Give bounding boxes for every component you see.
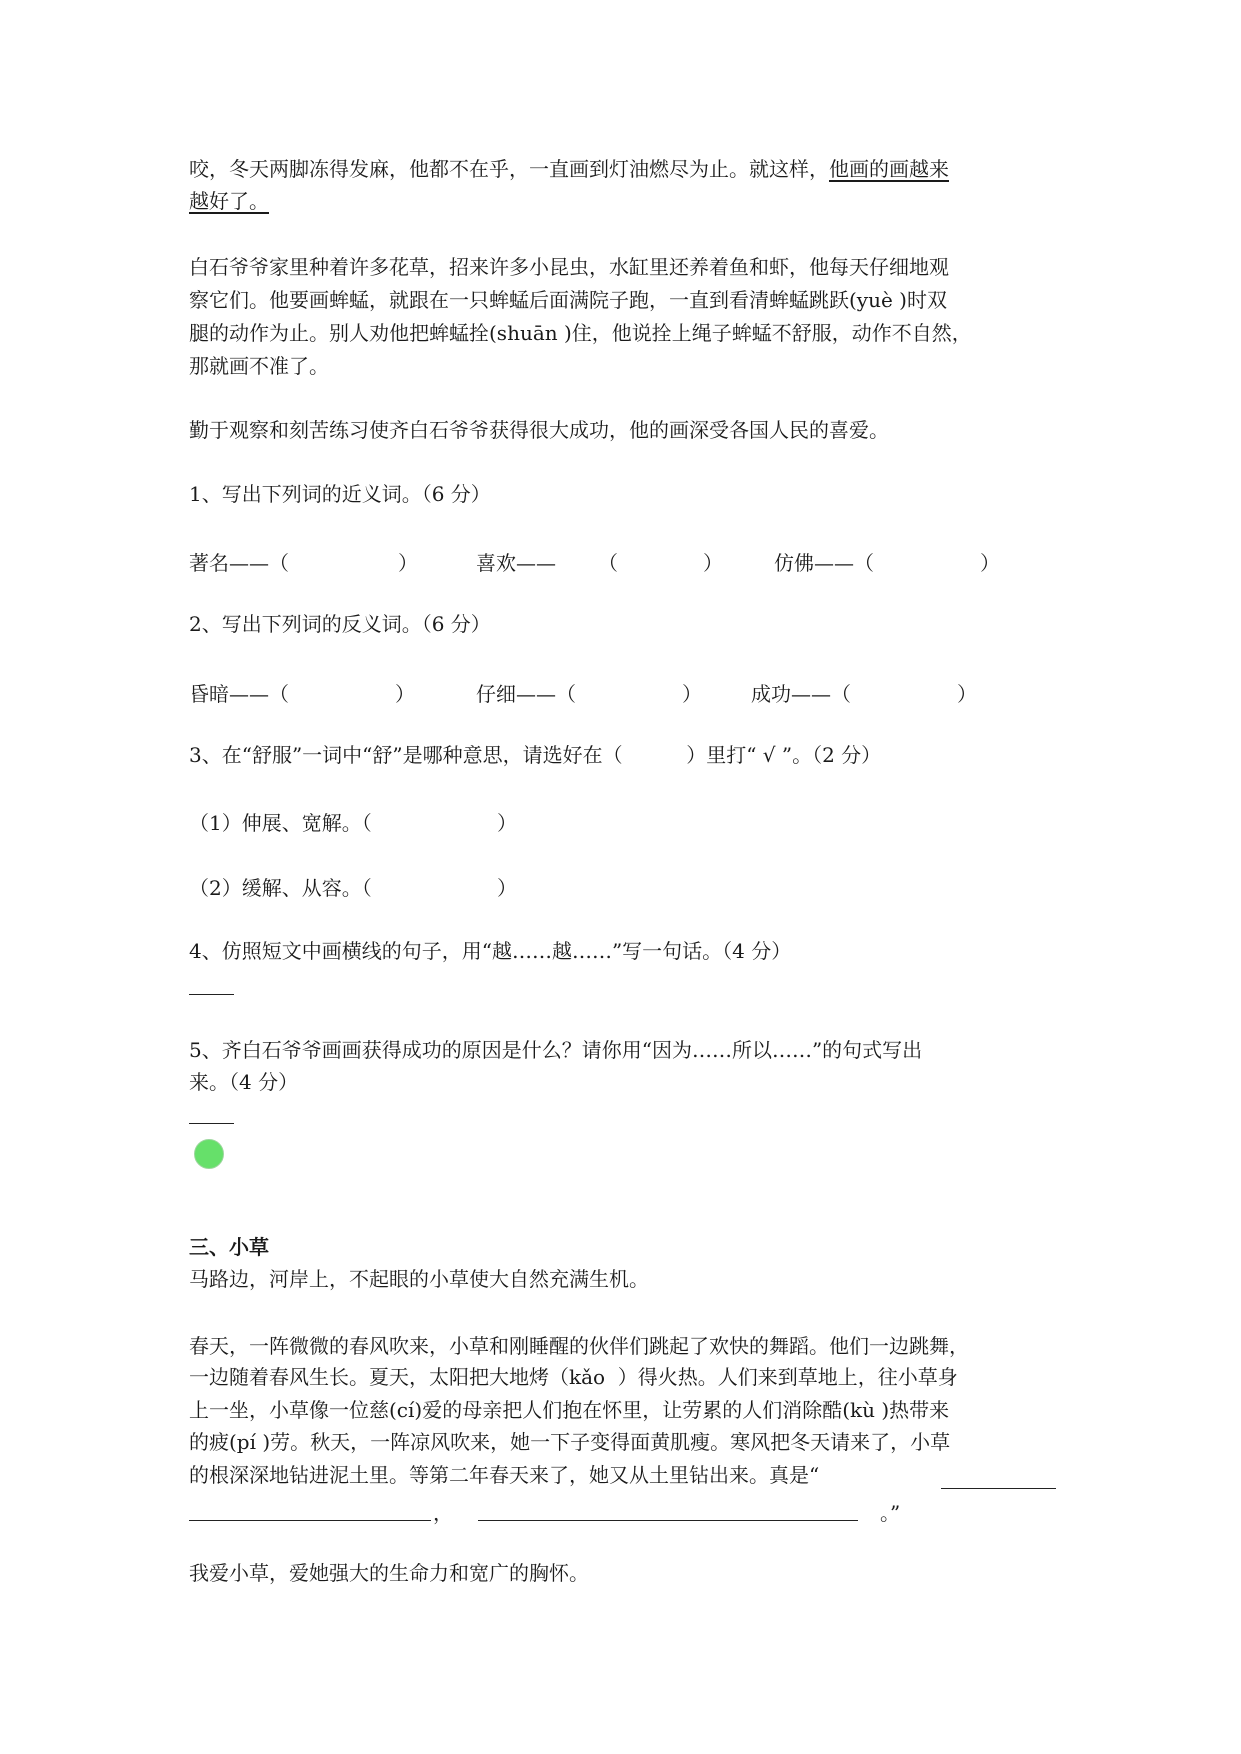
paren: ） (497, 811, 517, 835)
underlined-sentence: 越好了。 (189, 189, 269, 213)
question-3: 3、在“舒服”一词中“舒”是哪种意思，请选好在（ ）里打“ √ ”。（2 分） (189, 743, 882, 767)
closing-quote: 。” (880, 1501, 901, 1525)
underlined-sentence: 他画的画越来 (829, 157, 949, 181)
passage-line: 的疲(pí )劳。秋天，一阵凉风吹来，她一下子变得面黄肌瘦。寒风把冬天请来了，小草 (189, 1430, 951, 1454)
antonym-item: 成功——（ (751, 682, 851, 706)
fill-blank[interactable] (189, 1520, 431, 1521)
option-2: （2）缓解、从容。（ (189, 876, 372, 900)
section-title: 三、小草 (189, 1235, 269, 1259)
comma: ， (433, 1501, 453, 1525)
antonym-item: 仔细——（ (476, 682, 576, 706)
passage-line: 的根深深地钻进泥土里。等第二年春天来了，她又从土里钻出来。真是“ (189, 1463, 820, 1487)
passage-line: 勤于观察和刻苦练习使齐白石爷爷获得很大成功，他的画深受各国人民的喜爱。 (189, 418, 889, 442)
question-1: 1、写出下列词的近义词。（6 分） (189, 482, 491, 506)
synonym-item: 著名——（ (189, 551, 289, 575)
question-2: 2、写出下列词的反义词。（6 分） (189, 612, 491, 636)
paren: ） (703, 551, 723, 575)
paren: （ (598, 551, 618, 575)
paren: ） (980, 551, 1000, 575)
text: 咬，冬天两脚冻得发麻，他都不在乎，一直画到灯油燃尽为止。就这样， (189, 157, 829, 181)
passage-line: 我爱小草，爱她强大的生命力和宽广的胸怀。 (189, 1561, 589, 1585)
option-1: （1）伸展、宽解。（ (189, 811, 372, 835)
paren: ） (398, 551, 418, 575)
passage-line: 腿的动作为止。别人劝他把蛑蜢拴(shuān )住，他说拴上绳子蛑蜢不舒服，动作不自然， (189, 321, 972, 345)
answer-line[interactable] (189, 1123, 234, 1124)
paren: ） (395, 682, 415, 706)
paren: ） (497, 876, 517, 900)
fill-blank[interactable] (941, 1488, 1056, 1489)
passage-line: 上一坐，小草像一位慈(cí)爱的母亲把人们抱在怀里，让劳累的人们消除酷(kù )热带来 (189, 1398, 950, 1422)
passage-line: 白石爷爷家里种着许多花草，招来许多小昆虫，水缸里还养着鱼和虾，他每天仔细地观 (189, 255, 949, 279)
passage-line: 一边随着春风生长。夏天，太阳把大地烤（kǎo ）得火热。人们来到草地上，往小草身 (189, 1365, 958, 1389)
passage-line: 察它们。他要画蛑蜢，就跟在一只蛑蜢后面满院子跑，一直到看清蛑蜢跳跃(yuè )时双 (189, 288, 947, 312)
question-5: 5、齐白石爷爷画画获得成功的原因是什么？请你用“因为……所以……”的句式写出 (189, 1038, 923, 1062)
synonym-item: 仿佛——（ (774, 551, 874, 575)
passage-line: 春天，一阵微微的春风吹来，小草和刚睡醒的伙伴们跳起了欢快的舞蹈。他们一边跳舞， (189, 1334, 969, 1358)
paren: ） (957, 682, 977, 706)
passage-line: 那就画不准了。 (189, 354, 329, 378)
paren: ） (682, 682, 702, 706)
passage-line (189, 156, 949, 182)
question-5: 来。（4 分） (189, 1070, 299, 1094)
fill-blank[interactable] (478, 1520, 858, 1521)
synonym-item: 喜欢—— (476, 551, 556, 575)
passage-line: 马路边，河岸上，不起眼的小草使大自然充满生机。 (189, 1267, 649, 1291)
answer-line[interactable] (189, 994, 234, 995)
antonym-item: 昏暗——（ (189, 682, 289, 706)
question-4: 4、仿照短文中画横线的句子，用“越……越……”写一句话。（4 分） (189, 939, 792, 963)
green-circle-marker (194, 1139, 224, 1169)
